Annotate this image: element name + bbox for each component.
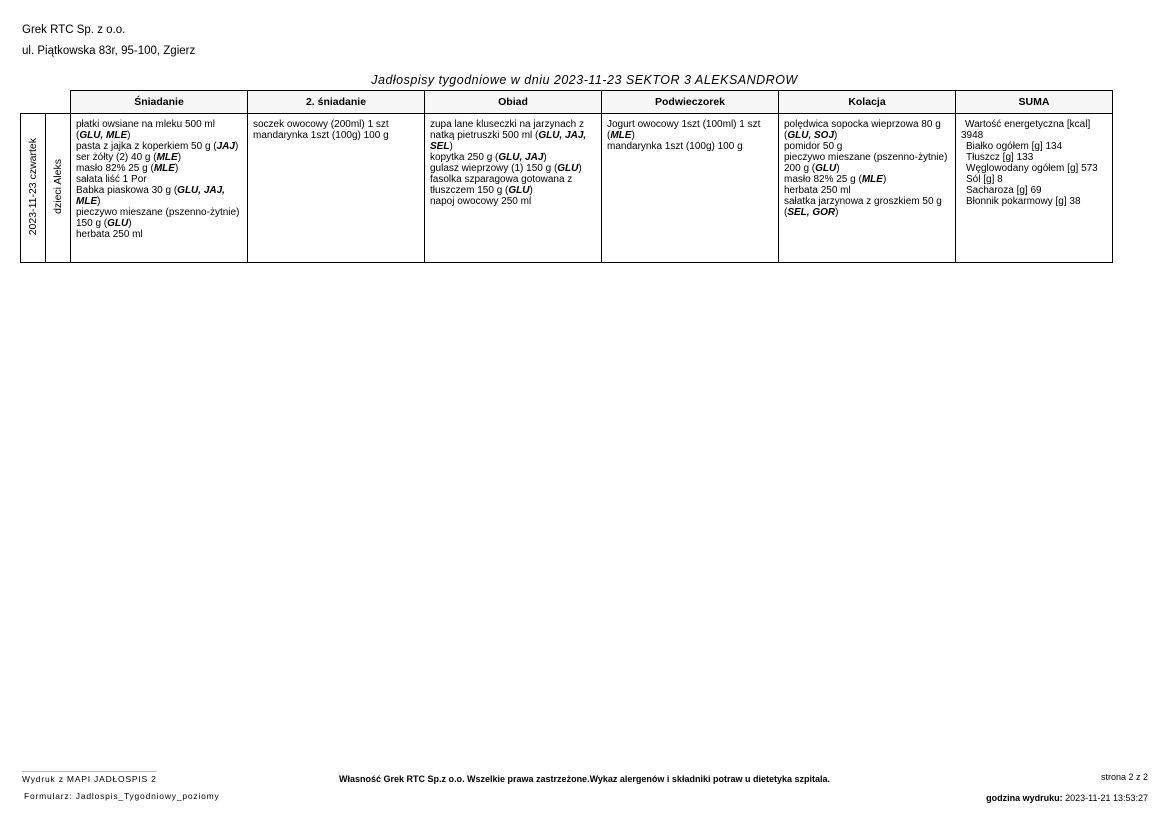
allergen-codes: GLU — [557, 163, 579, 174]
suma-line: Wartość energetyczna [kcal] — [965, 119, 1091, 130]
sniadanie-cell — [71, 114, 248, 263]
print-time-label: godzina wydruku: — [986, 793, 1063, 803]
header-suma: SUMA — [956, 91, 1113, 114]
meal-item: natką pietruszki 500 ml (GLU, JAJ, — [430, 130, 587, 141]
allergen-codes: GLU — [107, 218, 129, 229]
allergen-codes: JAJ — [216, 141, 235, 152]
meal-item: gulasz wieprzowy (1) 150 g (GLU) — [430, 163, 582, 174]
meal-item: (GLU, MLE) — [76, 130, 131, 141]
footer-divider — [22, 771, 157, 772]
header-podwieczorek: Podwieczorek — [602, 91, 779, 114]
meal-item: MLE) — [76, 196, 101, 207]
meal-item: herbata 250 ml — [784, 185, 851, 196]
allergen-codes: GLU, SOJ — [787, 130, 835, 141]
meal-item: tłuszczem 150 g (GLU) — [430, 185, 533, 196]
meal-item: herbata 250 ml — [76, 229, 143, 240]
suma-line: Tłuszcz [g] 133 — [966, 152, 1034, 163]
suma-line: Sacharoza [g] 69 — [966, 185, 1042, 196]
allergen-codes: GLU — [815, 163, 837, 174]
meal-item: pomidor 50 g — [784, 141, 843, 152]
allergen-codes: MLE — [153, 163, 175, 174]
header-corner — [46, 91, 71, 114]
drugie-sniadanie-cell — [248, 114, 425, 263]
print-time-value: 2023-11-21 13:53:27 — [1065, 793, 1148, 803]
header-kolacja: Kolacja — [779, 91, 956, 114]
suma-line: Węglowodany ogółem [g] 573 — [966, 163, 1098, 174]
suma-line: Błonnik pokarmowy [g] 38 — [966, 196, 1081, 207]
suma-line: Białko ogółem [g] 134 — [966, 141, 1063, 152]
obiad-cell — [425, 114, 602, 263]
company-address: ul. Piątkowska 83r, 95-100, Zgierz — [22, 45, 196, 57]
group-label: dzieci Aleks — [51, 159, 64, 214]
allergen-codes: GLU, JAJ — [498, 152, 544, 163]
header-corner — [21, 91, 46, 114]
footer-copyright: Własność Grek RTC Sp.z o.o. Wszelkie prawa zastrzeżone.Wykaz alergenów i składniki potraw u dietetyka szpitala. — [339, 774, 830, 784]
meal-item: 150 g (GLU) — [76, 218, 132, 229]
allergen-codes: MLE — [861, 174, 883, 185]
allergen-codes: GLU, JAJ, — [538, 130, 587, 141]
allergen-codes: GLU, MLE — [79, 130, 128, 141]
weekly-menu-table — [20, 90, 1113, 263]
footer-form: Formularz: Jadlospis_Tygodniowy_poziomy — [24, 791, 220, 801]
meal-item: masło 82% 25 g (MLE) — [76, 163, 179, 174]
meal-item: 200 g (GLU) — [784, 163, 840, 174]
header-sniadanie: Śniadanie — [71, 91, 248, 114]
allergen-codes: SEL — [430, 141, 450, 152]
company-name: Grek RTC Sp. z o.o. — [22, 24, 126, 36]
allergen-codes: MLE — [156, 152, 178, 163]
meal-item: mandarynka 1szt (100g) 100 g — [607, 141, 743, 152]
meal-item: masło 82% 25 g (MLE) — [784, 174, 887, 185]
meal-item: płatki owsiane na mleku 500 ml — [76, 119, 215, 130]
allergen-codes: SEL, GOR — [787, 207, 836, 218]
meal-item: SEL) — [430, 141, 453, 152]
meal-item: (GLU, SOJ) — [784, 130, 838, 141]
meal-item: mandarynka 1szt (100g) 100 g — [253, 130, 389, 141]
meal-item: pasta z jajka z koperkiem 50 g (JAJ) — [76, 141, 239, 152]
allergen-codes: MLE — [610, 130, 632, 141]
meal-item: fasolka szparagowa gotowana z — [430, 174, 573, 185]
suma-line: Sól [g] 8 — [966, 174, 1003, 185]
meal-item: zupa lane kluseczki na jarzynach z — [430, 119, 584, 130]
meal-item: ser żółty (2) 40 g (MLE) — [76, 152, 182, 163]
print-time — [986, 793, 1148, 803]
date-cell — [21, 114, 46, 263]
kolacja-cell — [779, 114, 956, 263]
allergen-codes: MLE — [76, 196, 98, 207]
suma-line: 3948 — [961, 130, 984, 141]
meal-item: napoj owocowy 250 ml — [430, 196, 532, 207]
table-header-row — [21, 91, 1113, 114]
header-drugie-sniadanie: 2. śniadanie — [248, 91, 425, 114]
document-title: Jadłospisy tygodniowe w dniu 2023-11-23 SEKTOR 3 ALEKSANDROW — [371, 73, 798, 87]
table-row — [21, 114, 1113, 263]
meal-item: kopytka 250 g (GLU, JAJ) — [430, 152, 547, 163]
suma-cell — [956, 114, 1113, 263]
meal-item: polędwica sopocka wieprzowa 80 g — [784, 119, 941, 130]
meal-item: sałata liść 1 Por — [76, 174, 147, 185]
meal-item: sałatka jarzynowa z groszkiem 50 g — [784, 196, 942, 207]
meal-item: (MLE) — [607, 130, 635, 141]
allergen-codes: GLU — [508, 185, 530, 196]
page-number: strona 2 z 2 — [1100, 772, 1148, 782]
meal-item: pieczywo mieszane (pszenno-żytnie) — [784, 152, 948, 163]
meal-item: pieczywo mieszane (pszenno-żytnie) — [76, 207, 240, 218]
meal-item: (SEL, GOR) — [784, 207, 839, 218]
meal-item: Babka piaskowa 30 g (GLU, JAJ, — [76, 185, 225, 196]
meal-item: Jogurt owocowy 1szt (100ml) 1 szt — [607, 119, 761, 130]
meal-item: soczek owocowy (200ml) 1 szt — [253, 119, 389, 130]
header-obiad: Obiad — [425, 91, 602, 114]
footer-source: Wydruk z MAPI JADŁOSPIS 2 — [22, 774, 157, 784]
podwieczorek-cell — [602, 114, 779, 263]
date-label: 2023-11-23 czwartek — [26, 137, 39, 236]
allergen-codes: GLU, JAJ, — [177, 185, 225, 196]
group-cell — [46, 114, 71, 263]
